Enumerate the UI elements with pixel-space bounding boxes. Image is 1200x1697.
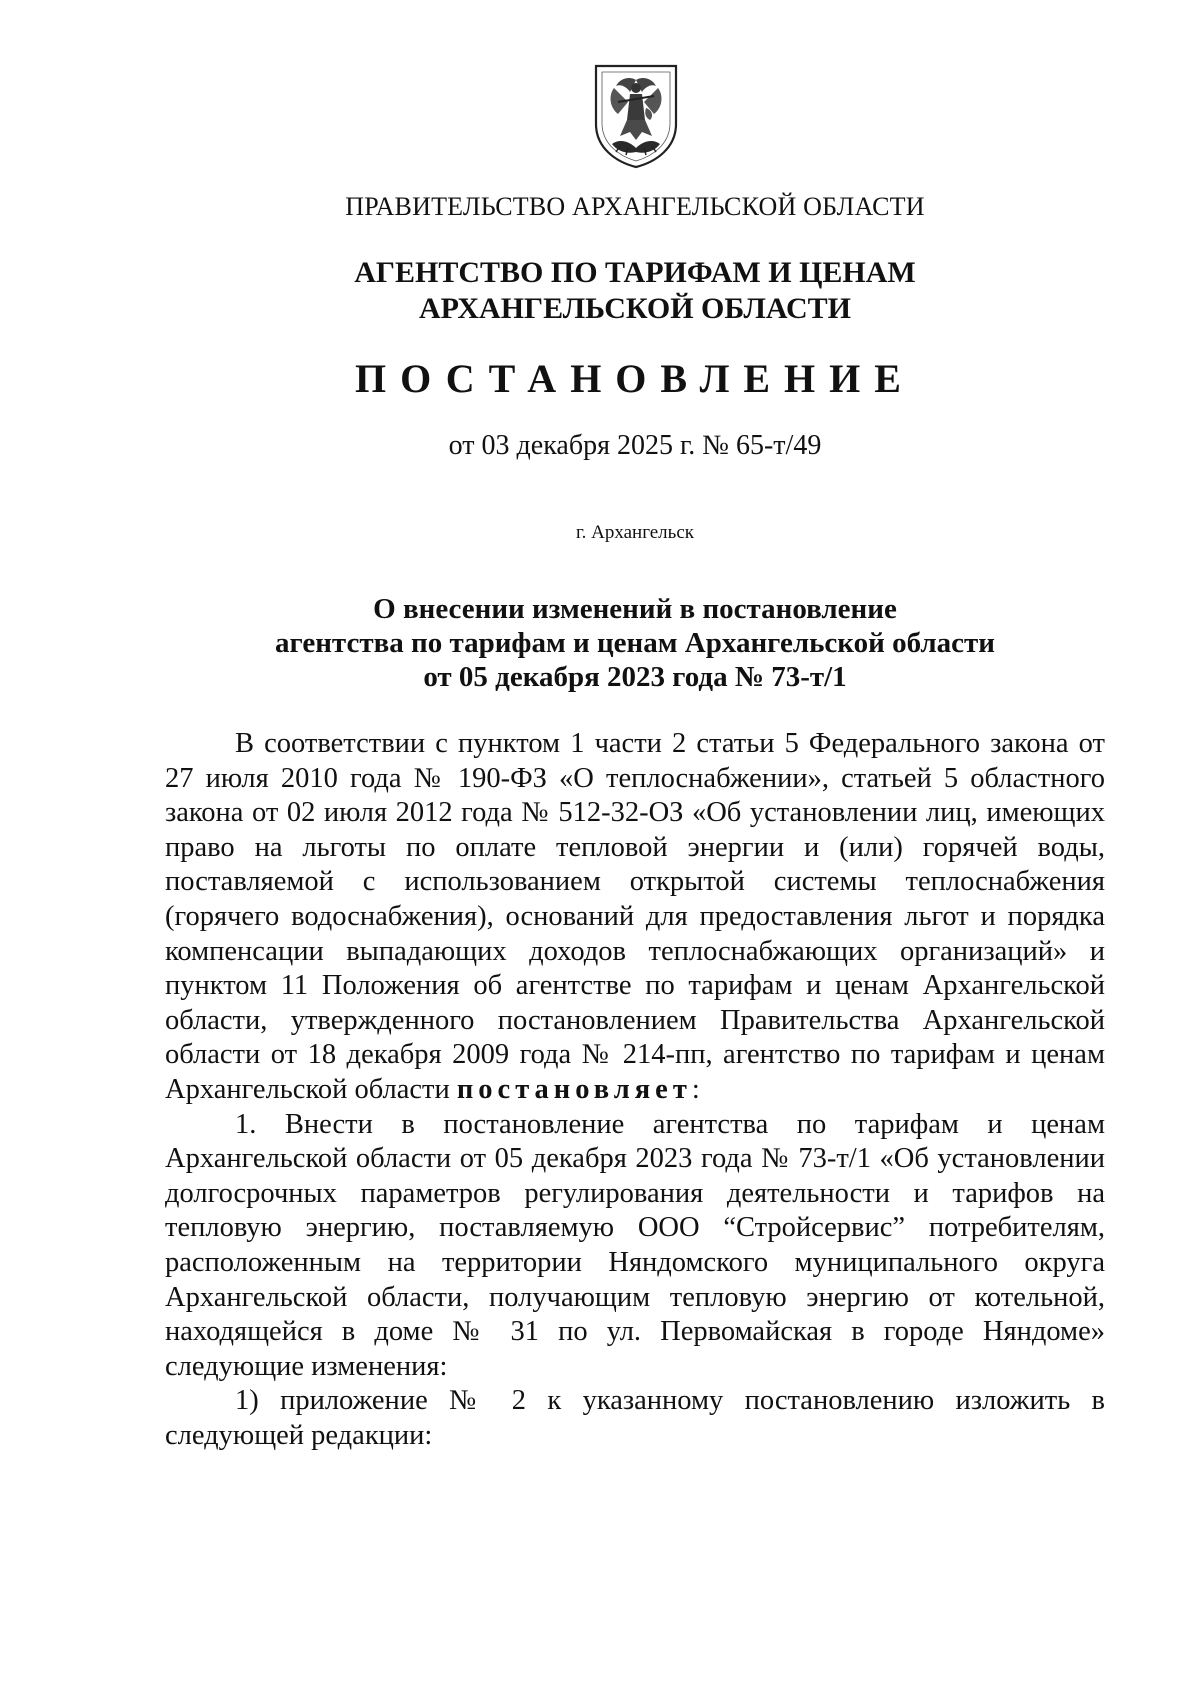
subject-line3: от 05 декабря 2023 года № 73-т/1 — [423, 661, 847, 693]
subject-line1: О внесении изменений в постановление — [373, 593, 897, 625]
item-1-paragraph: 1. Внести в постановление агентства по тарифам и ценам Архангельской области от 05 декабря 2023 года № 73-т/1 «Об установлении долгосрочных параметров регулирования деятельности и тарифов на тепловую энергию, поставляемую ООО “Стройсервис” потребителям, расположенным на территории Няндомского муниципального округа Архангельской области, получающим тепловую энергию от котельной, находящейся в доме № 31 по ул. Первомайская в городе Няндоме» следующие изменения: — [165, 1108, 1105, 1382]
agency-name — [0, 255, 1200, 327]
document-body — [165, 727, 1105, 1453]
decree-colon: : — [691, 1073, 700, 1105]
document-city: г. Архангельск — [575, 522, 694, 543]
decree-word: постановляет — [456, 1073, 692, 1105]
item-1-1-paragraph: 1) приложение № 2 к указанному постановлению изложить в следующей редакции: — [165, 1385, 1105, 1451]
document-subject — [0, 592, 1200, 694]
document-type-title: ПОСТАНОВЛЕНИЕ — [355, 356, 915, 401]
coat-of-arms-icon — [590, 62, 682, 170]
government-name: ПРАВИТЕЛЬСТВО АРХАНГЕЛЬСКОЙ ОБЛАСТИ — [345, 192, 925, 221]
agency-name-line2: АРХАНГЕЛЬСКОЙ ОБЛАСТИ — [419, 292, 851, 325]
preamble-text: В соответствии с пунктом 1 части 2 статьи 5 Федерального закона от 27 июля 2010 года № 190-ФЗ «О теплоснабжении», статьей 5 областного закона от 02 июля 2012 года № 512-32-ОЗ «Об установлении лиц, имеющих право на льготы по оплате тепловой энергии и (или) горячей воды, поставляемой с использованием открытой системы теплоснабжения (горячего водоснабжения), оснований для предоставления льгот и порядка компенсации выпадающих доходов теплоснабжающих организаций» и пунктом 11 Положения об агентстве по тарифам и ценам Архангельской области, утвержденного постановлением Правительства Архангельской области от 18 декабря 2009 года № 214-пп, агентство по тарифам и ценам Архангельской области — [165, 728, 1105, 1105]
preamble-paragraph — [165, 727, 1105, 1108]
agency-name-line1: АГЕНТСТВО ПО ТАРИФАМ И ЦЕНАМ — [354, 256, 916, 289]
document-date-number: от 03 декабря 2025 г. № 65-т/49 — [448, 430, 822, 461]
subject-line2: агентства по тарифам и ценам Архангельской области — [275, 627, 995, 659]
